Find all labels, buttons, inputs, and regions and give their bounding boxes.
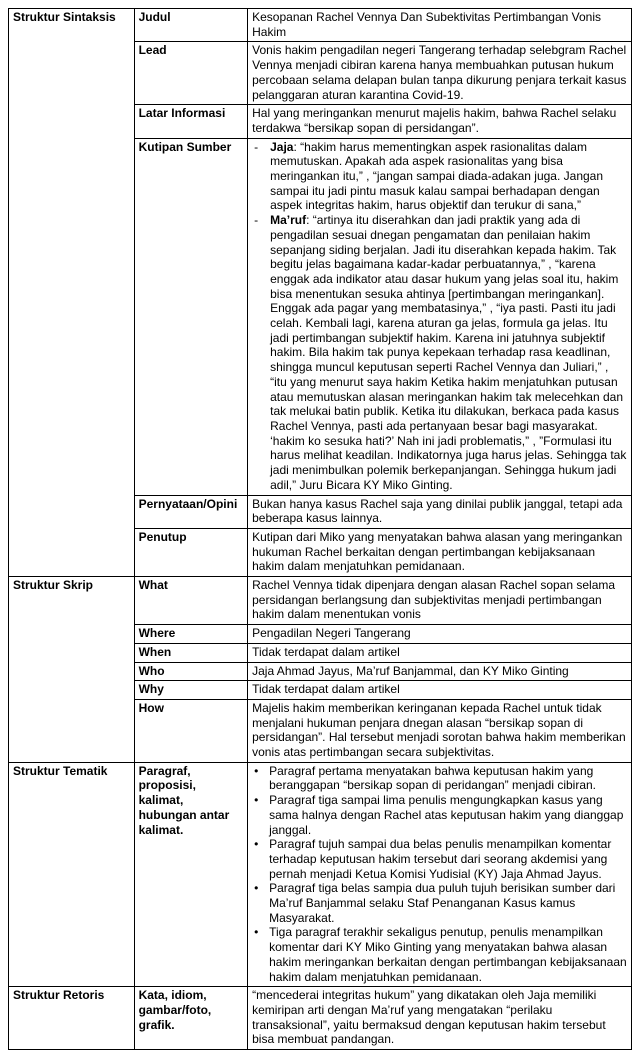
- quote-body: [270, 213, 626, 492]
- bullet-item: [252, 793, 627, 837]
- bullet-item: [252, 881, 627, 925]
- key-why: Why: [134, 681, 248, 700]
- section-label-text: Struktur Tematik: [13, 763, 108, 778]
- value-pernyataan-opini: Bukan hanya kasus Rachel saja yang dinilai publik janggal, tetapi ada beberapa kasus lainnya.: [248, 495, 632, 528]
- section-label-text: Struktur Sintaksis: [13, 10, 116, 24]
- speaker-name: Jaja: [270, 139, 294, 154]
- key-kata-idiom: Kata, idiom, gambar/foto, grafik.: [134, 987, 248, 1050]
- value-when: Tidak terdapat dalam artikel: [248, 643, 632, 662]
- bullet-text: Paragraf tiga belas sampia dua puluh tujuh berisikan sumber dari Ma’ruf Banjammal selaku Staf Penanganan Kasus kamus Masyarakat.: [269, 881, 616, 925]
- table-row: [9, 987, 632, 1050]
- key-how: How: [134, 699, 248, 762]
- key-where: Where: [134, 625, 248, 644]
- value-kutipan-sumber: [248, 138, 632, 495]
- dash-marker: -: [254, 139, 259, 154]
- table-row: [9, 762, 632, 987]
- section-label-text: Struktur Retoris: [13, 988, 105, 1003]
- key-lead: Lead: [134, 42, 248, 105]
- table-row: [9, 9, 632, 42]
- value-latar-informasi: Hal yang meringankan menurut majelis hakim, bahwa Rachel selaku terdakwa “bersikap sopan di persidangan”.: [248, 105, 632, 138]
- table-row: [9, 577, 632, 625]
- value-why: Tidak terdapat dalam artikel: [248, 681, 632, 700]
- key-who: Who: [134, 662, 248, 681]
- value-how: Majelis hakim memberikan keringanan kepada Rachel untuk tidak menjalani hukuman penjara dnegan alasan “bersikap sopan di persidangan”. Hal tersebut menjadi sorotan bahwa hakim memberikan vonis atas pertimbangan secara subjektivitas.: [248, 699, 632, 762]
- colon-separator: :: [306, 213, 313, 228]
- value-judul: Kesopanan Rachel Vennya Dan Subektivitas Pertimbangan Vonis Hakim: [248, 9, 632, 42]
- bullet-text: Tiga paragraf terakhir sekaligus penutup, penulis menampilkan komentar dari KY Miko Ginting yang menyatakan bahwa alasan hakim meringankan berkaitan dengan pertimbangan kebijaksanaan hakim dalam menjatuhkan pemidanaan.: [269, 925, 627, 984]
- key-penutup: Penutup: [134, 528, 248, 576]
- value-penutup: Kutipan dari Miko yang menyatakan bahwa alasan yang meringankan hukuman Rachel berkaitan dengan pertimbangan kebijaksanaan hakim dalam menjatuhkan pemidanaan.: [248, 528, 632, 576]
- bullet-item: [252, 764, 627, 793]
- bullet-text: Paragraf tiga sampai lima penulis mengungkapkan kasus yang sama halnya dengan Rachel atas keputusan hakim yang dianggap janggal.: [269, 793, 624, 837]
- key-judul: Judul: [134, 9, 248, 42]
- bullet-item: [252, 925, 627, 984]
- key-what: What: [134, 577, 248, 625]
- value-kata-idiom: “mencederai integritas hukum” yang dikatakan oleh Jaja memiliki kemiripan arti dengan Ma’ruf yang mengatakan “perilaku transaksional”, yaitu bermaksud dengan keputusan hakim tersebut bisa membuat pandangan.: [248, 987, 632, 1050]
- key-kutipan-sumber: Kutipan Sumber: [134, 138, 248, 495]
- bullet-marker: •: [254, 793, 259, 808]
- value-who: Jaja Ahmad Jayus, Ma’ruf Banjammal, dan KY Miko Ginting: [248, 662, 632, 681]
- speaker-name: Ma’ruf: [270, 213, 307, 228]
- section-label-skrip: [9, 577, 135, 763]
- bullet-marker: •: [254, 881, 259, 896]
- key-paragraf: Paragraf, proposisi, kalimat, hubungan antar kalimat.: [134, 762, 248, 987]
- bullet-item: [252, 837, 627, 881]
- section-label-text: Struktur Skrip: [13, 578, 94, 593]
- quote-text: “hakim harus mementingkan aspek rasionalitas dalam memutuskan. Apakah ada aspek rasionalitas yang bisa meringankan itu,” , “jangan sampai diada-adakan juga. Jangan sampai itu jadi pintu masuk kalau sampai berhadapan dengan aspek integritas hakim, harus objektif dan terukur di sana,”: [270, 139, 604, 213]
- quote-item-maruf: [252, 213, 627, 492]
- bullet-text: Paragraf tujuh sampai dua belas penulis menampilkan komentar terhadap keputusan hakim tersebut dari seorang akdemisi yang pernah menjadi Ketua Komisi Yudisial (KY) Jaja Ahmad Jayus.: [269, 837, 612, 881]
- key-pernyataan-opini: Pernyataan/Opini: [134, 495, 248, 528]
- quote-text: “artinya itu diserahkan dan jadi praktik yang ada di pengadilan sesuai dnegan pengamatan dan penilaian hakim sepanjang siding berjalan. Jadi itu diserahkan kepada hakim. Tak begitu jelas bagaimana kadar-kadar perbuatannya,” , “karena enggak ada indikator atau dasar hukum yang jelas soal itu, hakim bisa menentukan sesuka ahtinya [pertimbangan meringankan]. Enggak ada pagar yang membatasinya,” , “iya pasti. Pasti itu jadi celah. Kembali lagi, karena aturan ga jelas, formula ga jelas. Itu jadi pertimbangan subjektif hakim. Karena ini jatuhnya subjektif hakim. Bila hakim tak punya kepekaan terhadap rasa keadlinan, shingga muncul keputusan seperti Rachel Vennya dan Juliari,” , “itu yang menurut saya hakim Ketika hakim menjatuhkan putusan atau memutuskan alasan meringankan hakim tak melecehkan dan tak melukai batin publik. Ketika itu dilakukan, berkaca pada kasus Rachel Vennya, pasti ada pertanyaan besar bagi masyarakat. ‘hakim ko sesuka hati?’ Nah ini jadi problematis,” , ”Formulasi itu harus melihat keadilan. Indikatornya juga harus jelas. Sehingga tak jadi menimbulkan polemik berkepanjangan. Sehingga hukum jadi adil,” Juru Bicara KY Miko Ginting.: [270, 213, 627, 492]
- quote-item-jaja: [252, 140, 627, 214]
- section-label-tematik: [9, 762, 135, 987]
- value-what: Rachel Vennya tidak dipenjara dengan alasan Rachel sopan selama persidangan berlangsung dan subjektivitas menjadi pertimbangan hakim dalam menentukan vonis: [248, 577, 632, 625]
- key-latar-informasi: Latar Informasi: [134, 105, 248, 138]
- dash-marker: -: [254, 213, 259, 228]
- bullet-marker: •: [254, 837, 259, 852]
- colon-separator: :: [293, 139, 301, 154]
- value-paragraf-bullets: [248, 762, 632, 987]
- value-lead: Vonis hakim pengadilan negeri Tangerang terhadap selebgram Rachel Vennya menjadi cibiran karena hanya membuahkan putusan hukum percobaan selama delapan bulan tanpa dikurung penjara terkait kasus pelanggaran aturan karantina Covid-19.: [248, 42, 632, 105]
- bullet-marker: •: [254, 763, 259, 778]
- quote-body: [270, 140, 603, 213]
- bullet-text: Paragraf pertama menyatakan bahwa keputusan hakim yang beranggapan “bersikap sopan di peridangan” menjadi cibiran.: [269, 763, 597, 793]
- key-when: When: [134, 643, 248, 662]
- value-where: Pengadilan Negeri Tangerang: [248, 625, 632, 644]
- framing-analysis-table: [8, 8, 632, 1050]
- section-label-sintaksis: [9, 9, 135, 577]
- section-label-retoris: [9, 987, 135, 1050]
- bullet-marker: •: [254, 925, 259, 940]
